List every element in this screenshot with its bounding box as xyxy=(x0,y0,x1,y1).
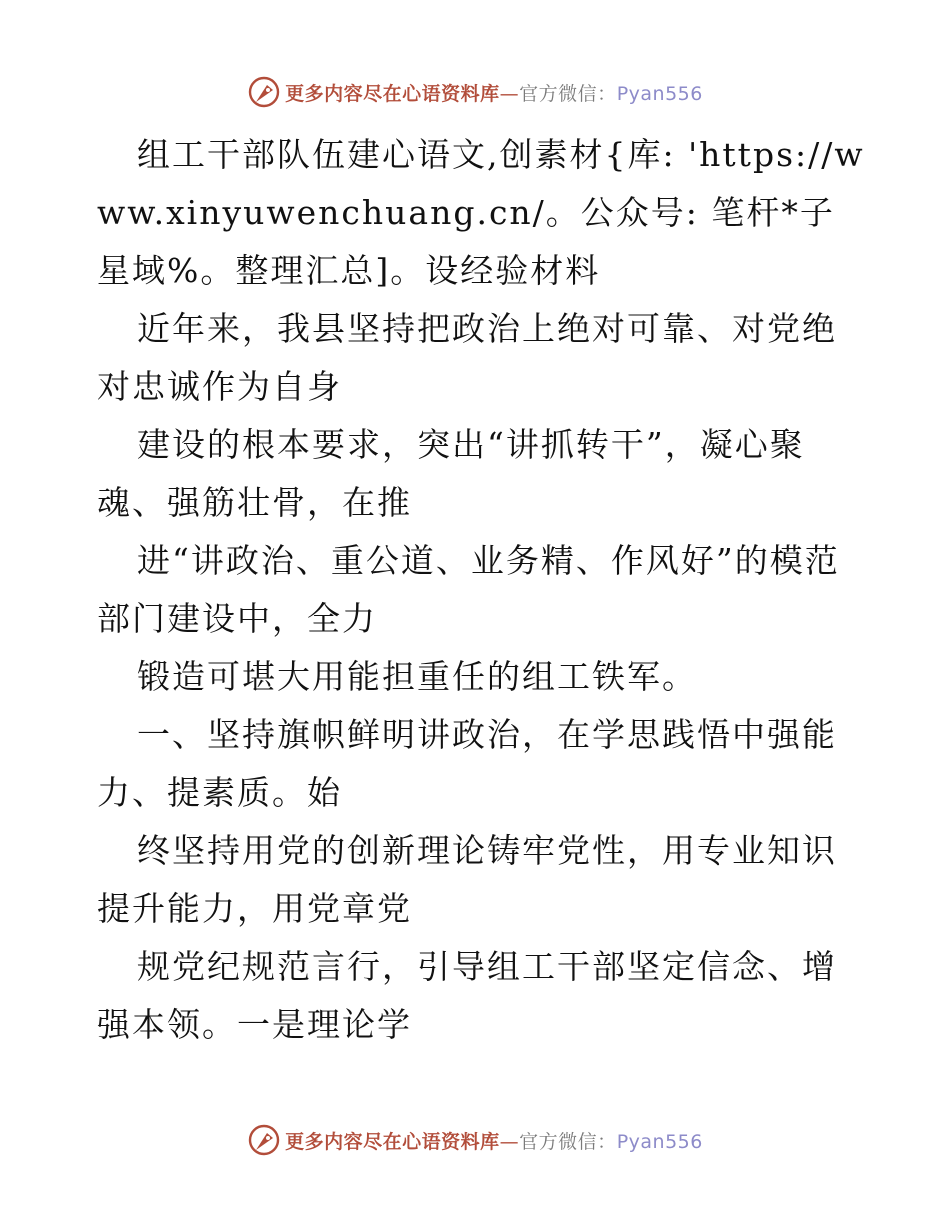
paragraph: 终坚持用党的创新理论铸牢党性，用专业知识提升能力，用党章党 xyxy=(97,831,837,928)
paragraph: 建设的根本要求，突出“讲抓转干”，凝心聚魂、强筋壮骨，在推 xyxy=(97,425,805,522)
banner-wechat-id: Pyan556 xyxy=(616,82,703,105)
banner-text xyxy=(285,1127,703,1154)
pen-nib-circle-icon xyxy=(247,75,281,109)
banner-wechat-id: Pyan556 xyxy=(616,1130,703,1153)
paragraph: 规党纪规范言行，引导组工干部坚定信念、增强本领。一是理论学 xyxy=(97,947,837,1044)
paragraph: 近年来，我县坚持把政治上绝对可靠、对党绝对忠诚作为自身 xyxy=(97,309,837,406)
paragraph: 锻造可堪大用能担重任的组工铁军。 xyxy=(137,657,697,696)
paragraph: 进“讲政治、重公道、业务精、作风好”的模范部门建设中，全力 xyxy=(97,541,840,638)
pen-nib-circle-icon xyxy=(247,1123,281,1157)
banner-wechat-label: 官方微信： xyxy=(519,1130,617,1153)
banner-wechat-label: 官方微信： xyxy=(519,82,617,105)
banner-main-text: 更多内容尽在心语资料库 xyxy=(285,82,500,105)
banner-dash: — xyxy=(499,1130,520,1153)
paragraph-title: 组工干部队伍建心语文,创素材{库: 'https://www.xinyuwenchuang.cn/。公众号: 笔杆*子星域%。整理汇总]。设经验材料 xyxy=(97,135,865,290)
banner-main-text: 更多内容尽在心语资料库 xyxy=(285,1130,500,1153)
paragraph: 一、坚持旗帜鲜明讲政治，在学思践悟中强能力、提素质。始 xyxy=(97,715,837,812)
header-banner xyxy=(0,72,950,112)
banner-dash: — xyxy=(499,82,520,105)
footer-banner xyxy=(0,1120,950,1160)
document-body xyxy=(97,126,867,1054)
banner-text xyxy=(285,79,703,106)
